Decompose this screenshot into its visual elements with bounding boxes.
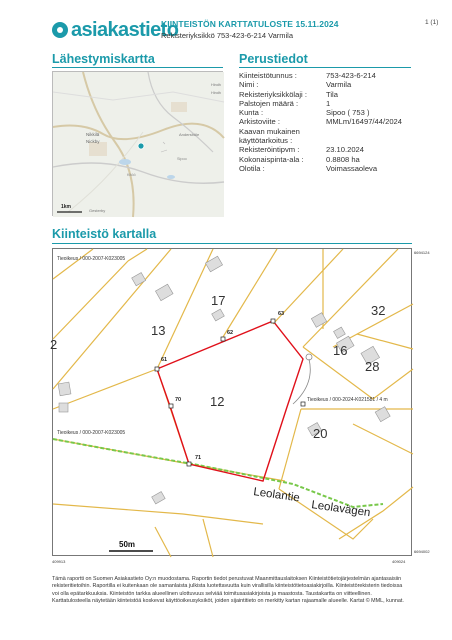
basic-info-heading: Perustiedot	[239, 52, 308, 66]
property-value: 0.8808 ha	[326, 154, 360, 164]
easement-label: Tieoikeus / 000-2024-K021581 / 4 m	[307, 397, 388, 403]
property-row	[239, 117, 439, 126]
property-label: Kaavan mukainen	[239, 126, 300, 136]
property-row	[239, 136, 439, 145]
parcel-number: 20	[313, 426, 328, 441]
point-number: 70	[175, 397, 182, 403]
locator-map-heading: Lähestymiskartta	[52, 52, 155, 66]
map-label-nickby: Nickby	[86, 139, 100, 144]
map-label-sipoo: Sipoo	[177, 157, 187, 161]
property-row	[239, 71, 439, 80]
parcel-number: 28	[365, 359, 380, 374]
map-label-hindh-2: Hindh	[211, 91, 221, 95]
property-label: Kokonaispinta-ala :	[239, 154, 304, 164]
property-map-graphic	[50, 249, 413, 557]
asiakastieto-logo	[52, 20, 178, 40]
boundary-points	[155, 319, 305, 466]
property-value	[326, 136, 439, 145]
property-label: Rekisteröintipvm :	[239, 145, 300, 155]
point-number: 63	[278, 311, 285, 317]
property-label: käyttötarkoitus :	[239, 136, 293, 146]
map-label-andersbole: Andersböle	[179, 132, 200, 137]
page-number: 1 (1)	[425, 19, 439, 26]
property-label: Olotila :	[239, 163, 265, 173]
property-row	[239, 155, 439, 164]
road-name-fi: Leolantie	[252, 486, 301, 505]
map-label-hindh: Hindh	[211, 83, 221, 87]
logo-text: asiakastieto	[71, 19, 179, 41]
property-value: Sipoo ( 753 )	[326, 108, 370, 118]
property-row	[239, 108, 439, 117]
locator-map-graphic	[53, 72, 224, 217]
coord-bottom-right-x: 409024	[392, 559, 406, 564]
property-label: Arkistoviite :	[239, 117, 280, 127]
parcel-number: 17	[211, 293, 226, 308]
location-marker	[138, 143, 144, 149]
document-title: KIINTEISTÖN KARTTATULOSTE 15.11.2024	[161, 19, 339, 29]
property-row	[239, 145, 439, 154]
locator-heading-rule	[52, 67, 223, 68]
point-number: 71	[195, 455, 202, 461]
easement-label: Tieoikeus / 000-2007-K023005	[57, 256, 126, 262]
point-number: 62	[227, 330, 234, 336]
property-row	[239, 127, 439, 136]
property-label: Rekisteriyksikkölaji :	[239, 89, 307, 99]
property-row	[239, 99, 439, 108]
road-name-sv: Leolavägen	[310, 499, 372, 520]
property-details	[239, 71, 439, 173]
property-value: Varmila	[326, 80, 352, 90]
logo-icon	[52, 22, 68, 38]
property-value: 1	[326, 98, 331, 108]
parcel-number: 32	[371, 303, 386, 318]
easement-label: Tieoikeus / 000-2007-K023005	[57, 430, 126, 436]
parcel-number: 16	[333, 343, 348, 358]
basic-info-heading-rule	[239, 67, 411, 68]
coord-bottom-left: 409913	[52, 559, 66, 564]
property-value: 753-423-6-214	[326, 71, 376, 80]
property-map	[52, 248, 412, 556]
property-label: Nimi :	[239, 80, 259, 90]
coord-top-right: 6694124	[414, 250, 430, 255]
coord-bottom-right: 6694002	[414, 549, 430, 554]
parcel-number: 13	[151, 323, 166, 338]
disclaimer-text: Tämä raportti on Suomen Asiakastieto Oy:n muodostama. Raportin tiedot perustuvat Maanmittauslaitoksen Kiinteistötietojärjestelmän ajantasaisiin rekisteritietoihin. Raportilla ei kuitenkaan ole samanlaista julkista luotettavuutta kuin virallisilla kiinteistötietoasiakirjoilla. Kiinteistörekisterin tiedoissa voi olla epätarkkuuksia. Kiinteistön tarkka alueellinen ulottuvuus selviää toimitusasiakirjoista ja maastosta. Taustakartta on viitteellinen. Karttatulosteella näytetään kiinteistöä koskevat käyttöoikeusyksiköt, joiden sijaintitieto on merkitty kartan rajaamalle alueelle. Kartat © MML, kunnat.	[52, 576, 404, 604]
locator-scale-label: 1km	[61, 204, 72, 210]
map-label-nikkila: Nikkilä	[86, 132, 100, 137]
property-map-scale-label: 50m	[119, 540, 136, 549]
property-label: Kiinteistötunnus :	[239, 71, 297, 80]
property-value: Tila	[326, 89, 338, 99]
point-number: 61	[161, 357, 168, 363]
property-value: MMLm/16497/44/2024	[326, 117, 402, 127]
easement-line	[53, 439, 383, 507]
property-value: 23.10.2024	[326, 145, 365, 155]
property-map-heading: Kiinteistö kartalla	[52, 227, 157, 241]
map-label-gesterby: Gesterby	[89, 208, 106, 213]
property-value	[326, 127, 439, 136]
document-subtitle: Rekisteriyksikkö 753-423-6-214 Varmila	[161, 31, 293, 40]
property-label: Palstojen määrä :	[239, 98, 299, 108]
property-row	[239, 164, 439, 173]
property-value: Voimassaoleva	[326, 163, 378, 173]
locator-map	[52, 71, 223, 216]
parcel-number: 12	[210, 394, 225, 409]
property-row	[239, 90, 439, 99]
parcel-number: 2	[50, 337, 58, 352]
property-row	[239, 80, 439, 89]
property-map-heading-rule	[52, 243, 412, 244]
map-label-kitoo: Kitöö	[127, 173, 136, 177]
property-label: Kunta :	[239, 108, 264, 118]
